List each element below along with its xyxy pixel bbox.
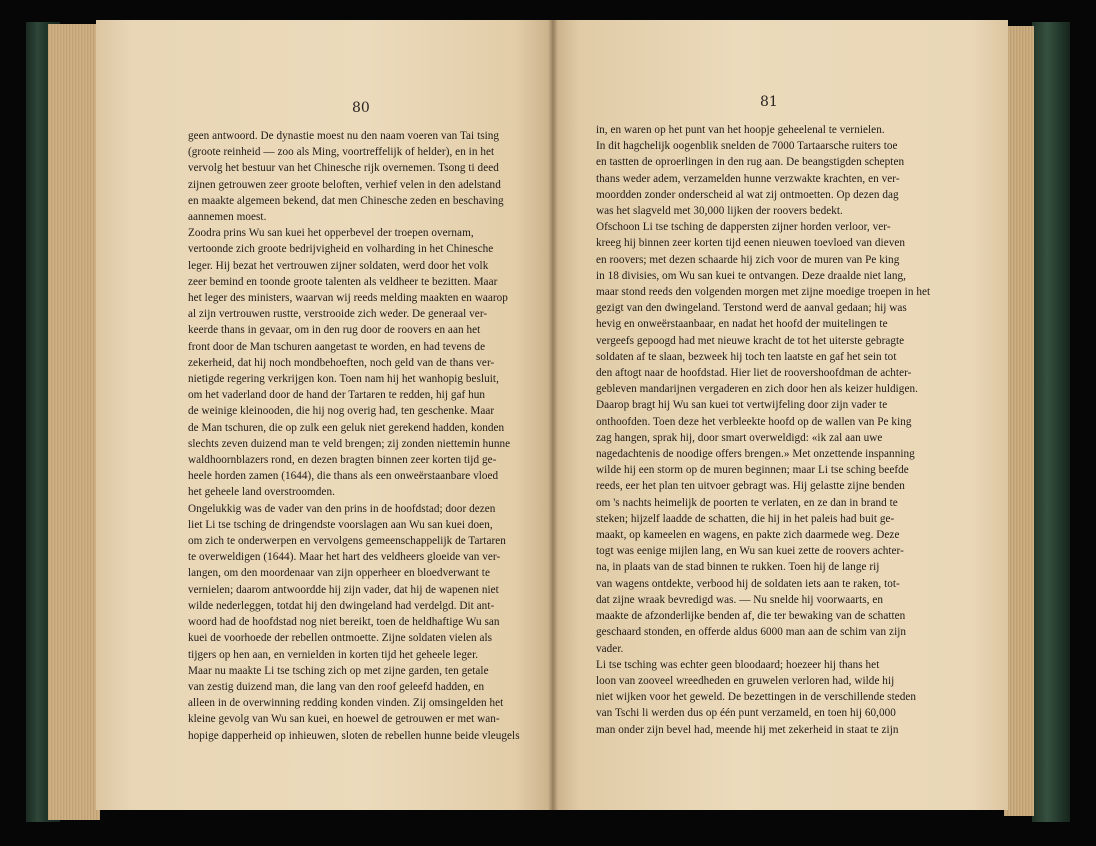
text-line: de Man tschuren, die op zulk een geluk niet gerekend hadden, konden <box>188 421 505 434</box>
text-line: aannemen moest. <box>188 211 267 224</box>
text-line: van zestig duizend man, die lang van den roof geleefd hadden, en <box>188 680 485 693</box>
text-line: het leger des ministers, waarvan wij reeds melding maakten en waarop <box>188 292 508 305</box>
text-line: Ongelukkig was de vader van den prins in de hoofdstad; door dezen <box>188 502 496 515</box>
text-line: nietigde regering verkrijgen kon. Toen nam hij het wanhopig besluit, <box>188 373 499 386</box>
text-line: vertoonde zich groote bedrijvigheid en volharding in het Chinesche <box>188 243 494 256</box>
text-line: den aftogt naar de hoofdstad. Hier liet de roovershoofdman de achter- <box>596 367 912 380</box>
text-line: vader. <box>596 642 624 655</box>
text-line: wilde hij een storm op de muren beginnen; maar Li tse sching beefde <box>596 464 909 477</box>
text-line: liet Li tse tsching de dringendste voorslagen aan Wu san kuei doen, <box>188 518 493 531</box>
left-page-number: 80 <box>352 100 370 116</box>
text-line: en maakte algemeen bekend, dat men Chinesche zeden en beschaving <box>188 194 504 207</box>
book-cover-right <box>1032 22 1070 822</box>
text-line: geschaard stonden, en offerde aldus 6000 man aan de schim van zijn <box>596 626 907 639</box>
text-line: nagedachtenis de noodige offers brengen.» Met onzettende inspanning <box>596 448 915 461</box>
text-line: vergeefs gepoogd had met nieuwe kracht de tot het uiterste gebragte <box>596 334 905 347</box>
text-line: (groote reinheid — zoo als Ming, voortreffelijk of helder), en in het <box>188 146 495 159</box>
text-line: Daarop bragt hij Wu san kuei tot vertwijfeling door zijn vader te <box>596 399 888 412</box>
text-line: geen antwoord. De dynastie moest nu den naam voeren van Tai tsing <box>188 130 500 142</box>
text-line: hevig en onweërstaanbaar, en nadat het hoofd der muitelingen te <box>596 318 888 331</box>
text-line: thans weder adem, verzamelden hunne verzwakte krachten, en ver- <box>596 172 900 185</box>
text-line: heele horden zamen (1644), die thans als een onweërstaanbare vloed <box>188 470 499 483</box>
text-line: steken; hijzelf laadde de schatten, die hij in het paleis had buit ge- <box>596 512 895 525</box>
text-line: In dit hagchelijk oogenblik snelden de 7000 Tartaarsche ruiters toe <box>596 140 898 153</box>
text-line: Zoodra prins Wu san kuei het opperbevel der troepen overnam, <box>188 227 474 240</box>
text-line: loon van zooveel wreedheden en gruwelen verloren had, wilde hij <box>596 674 895 687</box>
text-line: het geheele land overstroomden. <box>188 486 335 499</box>
text-line: Li tse tsching was echter geen bloodaard; hoezeer hij thans het <box>596 658 880 671</box>
text-line: wilde nederleggen, totdat hij den dwingeland had verdelgd. Dit ant- <box>188 599 495 612</box>
text-line: om het vaderland door de hand der Tartaren te redden, hij gaf hun <box>188 389 486 402</box>
text-line: onthoofden. Toen deze het verbleekte hoofd op de wallen van Pe king <box>596 415 912 428</box>
text-line: na, in plaats van de stad binnen te rukken. Toen hij de lange rij <box>596 561 880 574</box>
text-line: hopige dapperheid op inhieuwen, sloten de rebellen hunne beide vleugels <box>188 729 520 742</box>
right-page-number: 81 <box>760 94 778 110</box>
text-line: moordden zonder onderscheid al wat zij ontmoetten. Op dezen dag <box>596 188 899 201</box>
text-line: niet wijken voor het geweld. De bezettingen in de verschillende steden <box>596 691 917 704</box>
text-line: en tastten de oproerlingen in den rug aan. De beangstigden schepten <box>596 156 905 169</box>
text-line: leger. Hij bezat het vertrouwen zijner soldaten, werd door het volk <box>188 259 489 272</box>
text-line: front door de Man tschuren aangetast te worden, en had tevens de <box>188 340 486 353</box>
text-line: Ofschoon Li tse tsching de dappersten zijner horden verloor, ver- <box>596 221 891 234</box>
text-line: zeer bemind en toonde groote talenten als veldheer te bezitten. Maar <box>188 275 498 288</box>
text-line: man onder zijn bevel had, meende hij met zekerheid in staat te zijn <box>596 723 899 736</box>
text-line: alleen in de overwinning redding konden vinden. Zij omsingelden het <box>188 697 504 710</box>
text-line: in, en waren op het punt van het hoopje geheelenal te vernielen. <box>596 124 885 136</box>
text-line: kleine gevolg van Wu san kuei, en hoewel de getrouwen er met wan- <box>188 713 500 726</box>
text-line: soldaten af te slaan, bezweek hij toch ten laatste en gaf het sein tot <box>596 350 897 363</box>
text-line: vervolg het bestuur van het Chinesche rijk overnemen. Tsong ti deed <box>188 162 499 175</box>
text-line: tijgers op hen aan, en vernielden in korten tijd het geheele leger. <box>188 648 479 661</box>
text-line: Maar nu maakte Li tse tsching zich op met zijne garden, ten getale <box>188 664 489 677</box>
text-line: en roovers; met dezen schaarde hij zich voor de muren van Pe king <box>596 253 900 266</box>
text-line: maakte de afzonderlijke benden af, die ter bewaking van de schatten <box>596 610 906 623</box>
text-line: van wagens ontdekte, verbood hij de soldaten iets aan te raken, tot- <box>596 577 900 590</box>
text-line: te overweldigen (1644). Maar het hart des veldheers gloeide van ver- <box>188 551 501 564</box>
text-line: maakt, op kameelen en wagens, en pakte zich daarmede weg. Deze <box>596 529 900 542</box>
text-line: langen, om den moordenaar van zijn opperheer en bloedverwant te <box>188 567 490 580</box>
text-line: togt was eenige mijlen lang, en Wu san kuei zette de roovers achter- <box>596 545 904 558</box>
text-line: maar stond reeds den volgenden morgen met zijne moedige troepen in het <box>596 286 931 299</box>
text-line: keerde thans in gevaar, om in den rug door de roovers en aan het <box>188 324 481 337</box>
text-line: was het slagveld met 30,000 lijken der roovers bedekt. <box>596 205 843 218</box>
text-line: zijnen getrouwen zeer groote beloften, verhief velen in den adelstand <box>188 178 501 191</box>
text-line: woord had de hoofdstad nog niet bereikt, toen de heldhaftige Wu san <box>188 616 500 629</box>
text-line: om zich te onderwerpen en vervolgens gemeenschappelijk de Tartaren <box>188 535 506 548</box>
text-line: kuei de voorhoede der rebellen ontmoette. Zijne soldaten vielen als <box>188 632 493 645</box>
text-line: in 18 divisies, om Wu san kuei te ontvangen. Deze draalde niet lang, <box>596 269 907 282</box>
text-line: kreeg hij binnen zeer korten tijd eenen nieuwen toevloed van dieven <box>596 237 906 250</box>
text-line: al zijn vertrouwen rustte, verstrooide zich weder. De generaal ver- <box>188 308 488 321</box>
text-line: om 's nachts heimelijk de poorten te verlaten, en ze dan in brand te <box>596 496 898 509</box>
text-line: reeds, eer het plan ten uitvoer gebragt was. Hij gelastte zijne benden <box>596 480 905 493</box>
text-line: waldhoornblazers rond, en dezen bragten binnen zeer korten tijd ge- <box>188 454 497 467</box>
page-edges-right <box>1004 26 1034 816</box>
text-line: gezigt van den dwingeland. Terstond werd de aanval gedaan; hij was <box>596 302 907 315</box>
left-page-body <box>188 128 528 744</box>
text-line: zag hangen, sprak hij, door smart overweldigd: «ik zal aan uwe <box>596 431 883 444</box>
text-line: vernielen; daarom antwoordde hij zijn vader, dat hij de wapenen niet <box>188 583 499 596</box>
text-line: gebleven mandarijnen vergaderen en zich door hen als keizer huldigen. <box>596 383 918 396</box>
text-line: van Tschi li werden dus op één punt verzameld, en toen hij 60,000 <box>596 707 896 720</box>
text-line: dat zijne wraak bevredigd was. — Nu snelde hij voorwaarts, en <box>596 593 883 606</box>
right-page-body <box>596 122 936 738</box>
text-line: de weinige kleinooden, die hij nog overig had, ten geschenke. Maar <box>188 405 495 418</box>
book-gutter <box>548 20 558 810</box>
page-edges-left <box>48 24 100 820</box>
text-line: slechts zeven duizend man te veld brengen; zij zonden niettemin hunne <box>188 437 511 450</box>
text-line: zekerheid, dat hij noch mondbehoeften, noch geld van de thans ver- <box>188 356 495 369</box>
